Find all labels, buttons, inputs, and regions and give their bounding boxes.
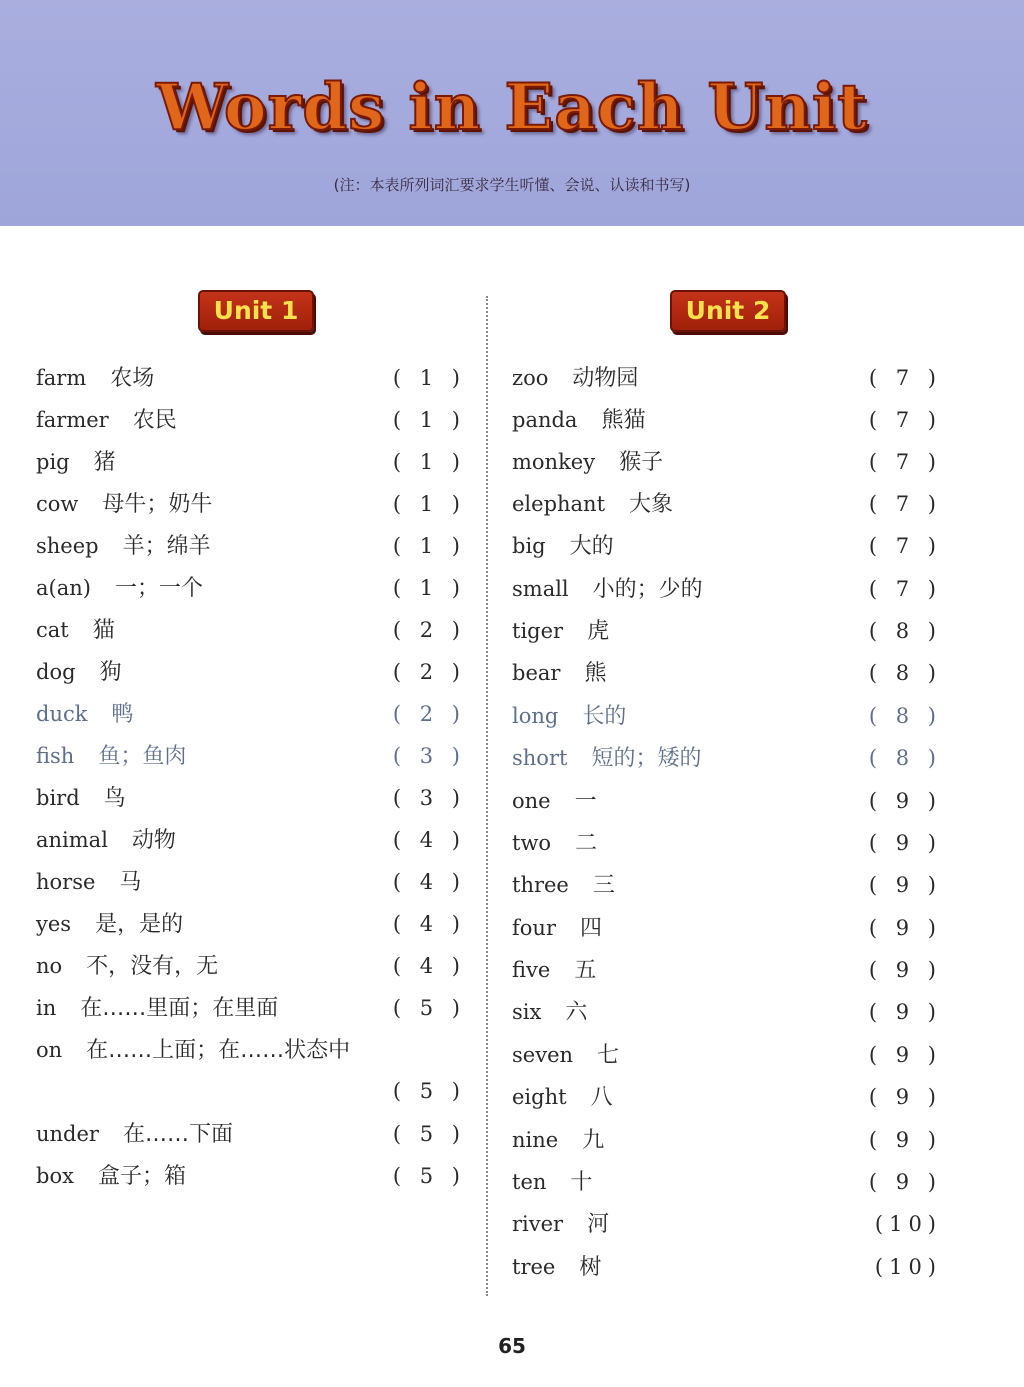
word-row xyxy=(512,913,942,943)
word-row xyxy=(512,1125,942,1155)
word-unit-ref: ( 9 ) xyxy=(868,873,942,897)
word-english: nine xyxy=(512,1128,559,1152)
word-chinese: 五 xyxy=(574,958,597,983)
word-english: sheep xyxy=(36,534,99,558)
word-unit-ref: ( 7 ) xyxy=(868,577,942,601)
word-unit-ref: ( 9 ) xyxy=(868,831,942,855)
word-english: farmer xyxy=(36,408,109,432)
word-unit-ref: ( 9 ) xyxy=(868,1128,942,1152)
word-english: big xyxy=(512,534,546,558)
word-unit-ref: ( 7 ) xyxy=(868,408,942,432)
word-english: duck xyxy=(36,702,88,726)
word-english: no xyxy=(36,954,63,978)
word-chinese: 狗 xyxy=(99,660,122,685)
word-row xyxy=(512,1040,942,1070)
word-unit-ref: ( 1 ) xyxy=(392,534,466,558)
word-english: farm xyxy=(36,366,87,390)
word-row xyxy=(36,909,466,939)
word-chinese: 三 xyxy=(592,873,615,898)
word-unit-ref: ( 8 ) xyxy=(868,704,942,728)
word-english: bear xyxy=(512,661,561,685)
word-row xyxy=(512,489,942,519)
word-chinese: 不，没有，无 xyxy=(86,954,219,979)
word-row xyxy=(512,701,942,731)
word-row xyxy=(36,1035,466,1065)
word-english: a(an) xyxy=(36,576,91,600)
word-english: animal xyxy=(36,828,108,852)
word-english: tree xyxy=(512,1255,556,1279)
word-row xyxy=(36,699,466,729)
word-chinese: 六 xyxy=(565,1000,588,1025)
word-english: small xyxy=(512,577,569,601)
word-unit-ref: ( 8 ) xyxy=(868,746,942,770)
word-row xyxy=(512,574,942,604)
word-unit-ref: ( 9 ) xyxy=(868,1170,942,1194)
word-chinese: 鸟 xyxy=(103,786,126,811)
word-english: zoo xyxy=(512,366,549,390)
word-english: one xyxy=(512,789,551,813)
word-english: fish xyxy=(36,744,75,768)
word-chinese: 猴子 xyxy=(619,450,664,475)
word-chinese: 树 xyxy=(579,1255,602,1280)
word-chinese: 大象 xyxy=(629,492,674,517)
word-english: cat xyxy=(36,618,69,642)
word-chinese: 一；一个 xyxy=(114,576,203,601)
word-chinese: 河 xyxy=(587,1212,610,1237)
word-chinese: 在……里面；在里面 xyxy=(80,996,279,1021)
word-english: dog xyxy=(36,660,76,684)
word-unit-ref: ( 5 ) xyxy=(392,996,466,1020)
word-english: three xyxy=(512,873,569,897)
word-chinese: 短的；矮的 xyxy=(591,746,702,771)
word-unit-ref: ( 2 ) xyxy=(392,660,466,684)
column-divider xyxy=(486,296,488,1296)
word-row xyxy=(512,363,942,393)
word-chinese: 熊 xyxy=(584,661,607,686)
word-row xyxy=(36,615,466,645)
word-english: cow xyxy=(36,492,79,516)
word-row-continued xyxy=(36,1076,466,1106)
word-row xyxy=(36,1119,466,1149)
word-chinese: 一 xyxy=(574,789,597,814)
word-row xyxy=(512,955,942,985)
word-chinese: 是，是的 xyxy=(95,912,184,937)
word-unit-ref: ( 1 ) xyxy=(392,366,466,390)
word-chinese: 动物 xyxy=(131,828,176,853)
word-row xyxy=(36,447,466,477)
word-chinese: 鸭 xyxy=(111,702,134,727)
word-row xyxy=(512,786,942,816)
unit-1-badge: Unit 1 xyxy=(198,290,314,332)
word-english: panda xyxy=(512,408,578,432)
word-english: yes xyxy=(36,912,72,936)
word-row xyxy=(36,531,466,561)
page-title: Words in Each Unit xyxy=(156,70,868,145)
word-unit-ref: ( 9 ) xyxy=(868,1000,942,1024)
word-chinese: 农场 xyxy=(110,366,155,391)
word-english: river xyxy=(512,1212,564,1236)
word-row xyxy=(36,489,466,519)
word-row xyxy=(36,993,466,1023)
word-chinese: 九 xyxy=(582,1128,605,1153)
word-unit-ref: ( 1 ) xyxy=(392,408,466,432)
word-english: pig xyxy=(36,450,70,474)
header-note: (注：本表所列词汇要求学生听懂、会说、认读和书写) xyxy=(333,176,691,194)
word-unit-ref: ( 3 ) xyxy=(392,786,466,810)
word-unit-ref: ( 7 ) xyxy=(868,366,942,390)
word-unit-ref: ( 2 ) xyxy=(392,702,466,726)
word-english: on xyxy=(36,1038,63,1062)
word-row xyxy=(36,405,466,435)
word-chinese: 羊；绵羊 xyxy=(122,534,211,559)
word-chinese: 七 xyxy=(597,1043,620,1068)
word-chinese: 长的 xyxy=(582,704,627,729)
word-english: five xyxy=(512,958,551,982)
word-row xyxy=(36,741,466,771)
word-row xyxy=(512,828,942,858)
word-row xyxy=(36,657,466,687)
word-unit-ref: ( 4 ) xyxy=(392,870,466,894)
word-english: four xyxy=(512,916,556,940)
word-row xyxy=(512,1209,942,1239)
word-english: box xyxy=(36,1164,74,1188)
word-english: long xyxy=(512,704,559,728)
word-chinese: 猫 xyxy=(92,618,115,643)
word-row xyxy=(512,658,942,688)
word-row xyxy=(512,531,942,561)
word-row xyxy=(512,1082,942,1112)
word-chinese: 四 xyxy=(579,916,602,941)
word-english: two xyxy=(512,831,552,855)
word-english: in xyxy=(36,996,57,1020)
word-unit-ref: ( 7 ) xyxy=(868,534,942,558)
word-english: bird xyxy=(36,786,80,810)
word-row xyxy=(512,1167,942,1197)
word-unit-ref: ( 2 ) xyxy=(392,618,466,642)
word-row xyxy=(512,616,942,646)
word-unit-ref: ( 4 ) xyxy=(392,954,466,978)
word-row xyxy=(36,825,466,855)
word-chinese: 猪 xyxy=(93,450,116,475)
word-chinese: 在……上面；在……状态中 xyxy=(86,1038,351,1063)
word-row xyxy=(512,447,942,477)
word-chinese: 熊猫 xyxy=(601,408,646,433)
word-chinese: 八 xyxy=(590,1085,613,1110)
word-unit-ref: ( 1 ) xyxy=(392,450,466,474)
word-unit-ref: ( 9 ) xyxy=(868,1043,942,1067)
word-unit-ref: ( 9 ) xyxy=(868,1085,942,1109)
word-unit-ref: ( 7 ) xyxy=(868,450,942,474)
word-chinese: 盒子；箱 xyxy=(97,1164,186,1189)
word-english: eight xyxy=(512,1085,567,1109)
word-unit-ref: ( 1 ) xyxy=(392,576,466,600)
word-chinese: 小的；少的 xyxy=(592,577,703,602)
word-chinese: 在……下面 xyxy=(122,1122,233,1147)
page-number: 65 xyxy=(498,1334,526,1358)
word-english: monkey xyxy=(512,450,596,474)
word-row xyxy=(36,573,466,603)
word-english: ten xyxy=(512,1170,547,1194)
word-english: horse xyxy=(36,870,96,894)
word-unit-ref: ( 3 ) xyxy=(392,744,466,768)
word-unit-ref: ( 4 ) xyxy=(392,912,466,936)
word-unit-ref: ( 5 ) xyxy=(392,1164,466,1188)
word-row xyxy=(512,997,942,1027)
word-unit-ref: ( 8 ) xyxy=(868,661,942,685)
word-unit-ref: ( 9 ) xyxy=(868,789,942,813)
word-row xyxy=(512,405,942,435)
word-unit-ref: ( 9 ) xyxy=(868,916,942,940)
word-row xyxy=(36,363,466,393)
word-chinese: 鱼；鱼肉 xyxy=(98,744,187,769)
word-english: six xyxy=(512,1000,542,1024)
word-row xyxy=(36,867,466,897)
word-unit-ref: ( 9 ) xyxy=(868,958,942,982)
word-english: tiger xyxy=(512,619,564,643)
word-chinese: 马 xyxy=(119,870,142,895)
word-english: seven xyxy=(512,1043,574,1067)
word-chinese: 十 xyxy=(570,1170,593,1195)
word-row xyxy=(512,870,942,900)
word-row xyxy=(36,1161,466,1191)
word-chinese: 农民 xyxy=(132,408,177,433)
word-chinese: 动物园 xyxy=(572,366,639,391)
word-row xyxy=(512,743,942,773)
word-row xyxy=(36,783,466,813)
word-unit-ref: ( 8 ) xyxy=(868,619,942,643)
word-chinese: 虎 xyxy=(587,619,610,644)
word-unit-ref: ( 1 ) xyxy=(392,492,466,516)
word-row xyxy=(36,951,466,981)
word-unit-ref: ( 5 ) xyxy=(392,1122,466,1146)
word-chinese: 二 xyxy=(575,831,598,856)
word-english: under xyxy=(36,1122,99,1146)
word-english: short xyxy=(512,746,568,770)
word-unit-ref: ( 7 ) xyxy=(868,492,942,516)
word-chinese: 大的 xyxy=(569,534,614,559)
word-unit-ref: ( 5 ) xyxy=(392,1079,466,1103)
word-chinese: 母牛；奶牛 xyxy=(102,492,213,517)
word-unit-ref: (10) xyxy=(874,1255,942,1279)
word-unit-ref: ( 4 ) xyxy=(392,828,466,852)
unit-2-badge: Unit 2 xyxy=(670,290,786,332)
word-row xyxy=(512,1252,942,1282)
word-english: elephant xyxy=(512,492,606,516)
word-unit-ref: (10) xyxy=(874,1212,942,1236)
